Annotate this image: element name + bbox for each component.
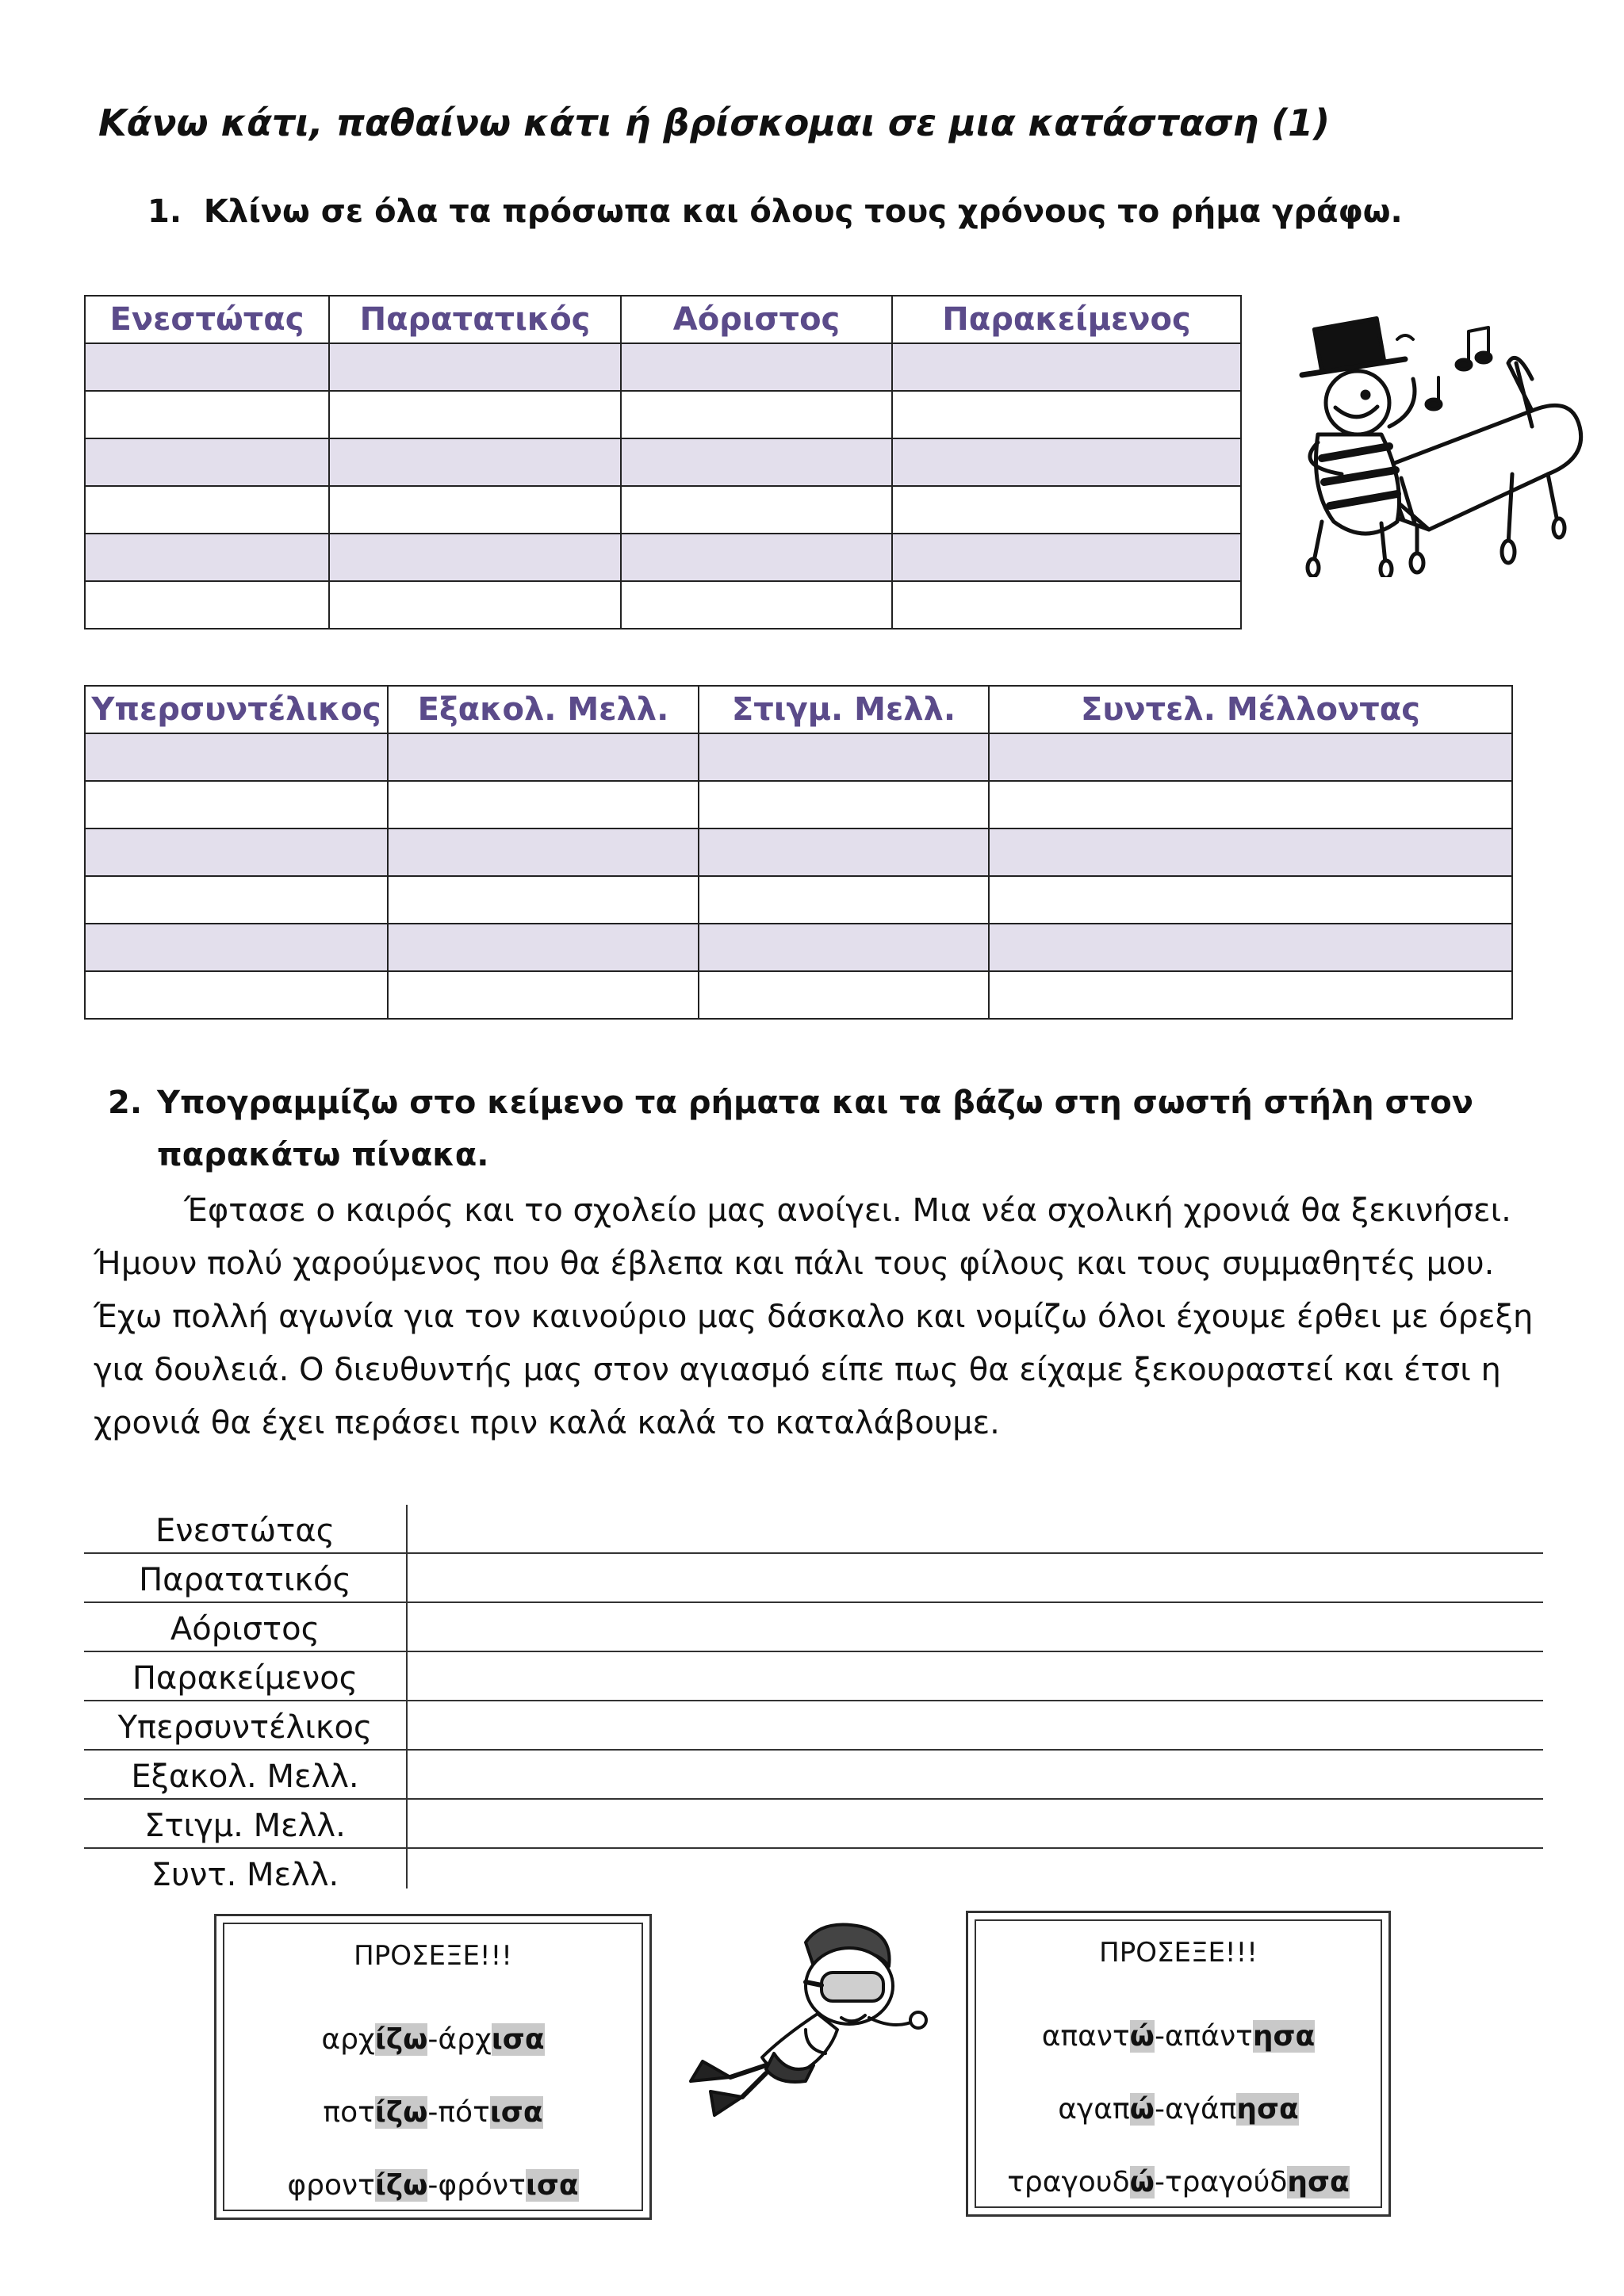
swimmer-clipart-icon xyxy=(687,1919,933,2117)
answer-cell[interactable] xyxy=(85,343,329,391)
answer-cell[interactable] xyxy=(989,924,1512,971)
passage-line: Ήμουν πολύ χαρούμενος που θα έβλεπα και πάλι τους φίλους και τους συμμαθητές μου. xyxy=(94,1246,1495,1282)
answer-cell[interactable] xyxy=(85,828,388,876)
table-row xyxy=(85,876,1512,924)
table-row xyxy=(85,581,1241,629)
table-header-cell: Εξακολ. Μελλ. xyxy=(388,686,699,733)
answer-cell[interactable] xyxy=(989,781,1512,828)
tense-label: Παρακείμενος xyxy=(132,1660,358,1697)
ending-highlight: ώ xyxy=(1129,2020,1155,2053)
pianist-clipart-icon xyxy=(1247,316,1595,577)
answer-cell[interactable] xyxy=(85,876,388,924)
tense-row[interactable] xyxy=(84,1800,1543,1849)
table-row xyxy=(85,438,1241,486)
note-heading: ΠΡΟΣΕΞΕ!!! xyxy=(354,1940,512,1972)
answer-cell[interactable] xyxy=(699,924,989,971)
exercise-2-number: 2. xyxy=(108,1085,143,1121)
answer-cell[interactable] xyxy=(388,924,699,971)
table-header-cell: Υπερσυντέλικος xyxy=(85,686,388,733)
reading-passage xyxy=(94,1184,1545,1450)
stem: απαντ xyxy=(1041,2020,1130,2053)
stem: -απάντ xyxy=(1154,2020,1253,2053)
answer-cell[interactable] xyxy=(989,828,1512,876)
tense-row[interactable] xyxy=(84,1603,1543,1652)
answer-cell[interactable] xyxy=(85,581,329,629)
table-row xyxy=(85,828,1512,876)
exercise-2-prompt xyxy=(108,1077,1535,1181)
exercise-1-text: Κλίνω σε όλα τα πρόσωπα και όλους τους χρόνους το ρήμα γράφω. xyxy=(203,193,1403,230)
table-row xyxy=(85,534,1241,581)
answer-cell[interactable] xyxy=(85,438,329,486)
answer-cell[interactable] xyxy=(621,581,892,629)
note-box-right xyxy=(966,1911,1391,2217)
note-example xyxy=(216,2076,649,2149)
note-example xyxy=(968,2073,1388,2146)
table-row xyxy=(85,971,1512,1019)
answer-cell[interactable] xyxy=(85,924,388,971)
exercise-1-number: 1. xyxy=(147,193,182,230)
passage-line: χρονιά θα έχει περάσει πριν καλά καλά το καταλάβουμε. xyxy=(94,1405,1000,1441)
ending-highlight: ίζω xyxy=(374,2023,428,2056)
table-header-cell: Ενεστώτας xyxy=(85,296,329,343)
ending-highlight: ησα xyxy=(1236,2093,1299,2126)
answer-cell[interactable] xyxy=(621,391,892,438)
tense-label: Υπερσυντέλικος xyxy=(117,1709,373,1746)
ending-highlight: ησα xyxy=(1287,2166,1350,2198)
tense-label: Στιγμ. Μελλ. xyxy=(144,1808,346,1844)
tense-label: Παρατατικός xyxy=(139,1562,351,1598)
note-heading: ΠΡΟΣΕΞΕ!!! xyxy=(1099,1937,1258,1969)
table-row xyxy=(85,924,1512,971)
answer-cell[interactable] xyxy=(892,438,1241,486)
stem: -αγάπ xyxy=(1154,2093,1237,2126)
table-row xyxy=(85,733,1512,781)
answer-cell[interactable] xyxy=(329,343,621,391)
table-header-row xyxy=(85,686,1512,733)
ending-highlight: ησα xyxy=(1252,2020,1316,2053)
tense-row[interactable] xyxy=(84,1652,1543,1701)
answer-cell[interactable] xyxy=(85,534,329,581)
answer-cell[interactable] xyxy=(329,438,621,486)
tense-row[interactable] xyxy=(84,1701,1543,1751)
worksheet-title: Κάνω κάτι, παθαίνω κάτι ή βρίσκομαι σε μια κατάσταση (1) xyxy=(98,101,1331,144)
ending-highlight: ώ xyxy=(1129,2093,1155,2126)
answer-cell[interactable] xyxy=(892,391,1241,438)
answer-cell[interactable] xyxy=(699,781,989,828)
exercise-1-prompt xyxy=(147,193,1403,230)
answer-cell[interactable] xyxy=(85,391,329,438)
answer-cell[interactable] xyxy=(892,486,1241,534)
stem: -πότ xyxy=(427,2096,490,2129)
ending-highlight: ίζω xyxy=(374,2169,428,2202)
note-box-left xyxy=(214,1914,652,2220)
stem: φροντ xyxy=(287,2169,375,2202)
answer-cell[interactable] xyxy=(989,971,1512,1019)
answer-cell[interactable] xyxy=(329,581,621,629)
answer-cell[interactable] xyxy=(699,828,989,876)
note-example xyxy=(968,2000,1388,2073)
answer-cell[interactable] xyxy=(329,534,621,581)
note-example xyxy=(968,2146,1388,2219)
tense-row[interactable] xyxy=(84,1554,1543,1603)
tense-row[interactable] xyxy=(84,1505,1543,1554)
tense-row[interactable] xyxy=(84,1849,1543,1896)
answer-cell[interactable] xyxy=(388,828,699,876)
tense-label: Ενεστώτας xyxy=(155,1513,335,1549)
answer-cell[interactable] xyxy=(699,733,989,781)
stem: τραγουδ xyxy=(1007,2166,1130,2198)
answer-cell[interactable] xyxy=(85,781,388,828)
table-row xyxy=(85,781,1512,828)
passage-line: Έχω πολλή αγωνία για τον καινούριο μας δάσκαλο και νομίζω όλοι έχουμε έρθει με όρεξη xyxy=(94,1299,1534,1335)
tense-row[interactable] xyxy=(84,1751,1543,1800)
conjugation-table-2 xyxy=(84,685,1513,1020)
passage-line: για δουλειά. Ο διευθυντής μας στον αγιασμό είπε πως θα είχαμε ξεκουραστεί και έτσι η xyxy=(94,1352,1501,1388)
answer-cell[interactable] xyxy=(388,733,699,781)
stem: αγαπ xyxy=(1058,2093,1130,2126)
answer-cell[interactable] xyxy=(621,486,892,534)
answer-cell[interactable] xyxy=(388,876,699,924)
ending-highlight: ισα xyxy=(489,2096,543,2129)
conjugation-table-1 xyxy=(84,295,1242,629)
ending-highlight: ώ xyxy=(1129,2166,1155,2198)
stem: αρχ xyxy=(321,2023,375,2056)
table-row xyxy=(85,486,1241,534)
tense-label: Εξακολ. Μελλ. xyxy=(131,1758,359,1795)
answer-cell[interactable] xyxy=(329,486,621,534)
answer-cell[interactable] xyxy=(699,971,989,1019)
exercise-2-text: Υπογραμμίζω στο κείμενο τα ρήματα και τα βάζω στη σωστή στήλη στον παρακάτω πίνακα. xyxy=(157,1085,1473,1173)
table-row xyxy=(85,343,1241,391)
table-row xyxy=(85,391,1241,438)
answer-cell[interactable] xyxy=(621,343,892,391)
ending-highlight: ισα xyxy=(525,2169,579,2202)
stem: ποτ xyxy=(323,2096,375,2129)
table-header-row xyxy=(85,296,1241,343)
answer-cell[interactable] xyxy=(989,876,1512,924)
ending-highlight: ισα xyxy=(491,2023,545,2056)
answer-cell[interactable] xyxy=(892,534,1241,581)
answer-cell[interactable] xyxy=(989,733,1512,781)
answer-cell[interactable] xyxy=(892,343,1241,391)
tense-column-divider xyxy=(406,1505,408,1888)
stem: -άρχ xyxy=(427,2023,492,2056)
answer-cell[interactable] xyxy=(85,971,388,1019)
table-header-cell: Αόριστος xyxy=(621,296,892,343)
table-header-cell: Συντελ. Μέλλοντας xyxy=(989,686,1512,733)
note-example xyxy=(216,2003,649,2076)
tense-label: Αόριστος xyxy=(170,1611,320,1647)
answer-cell[interactable] xyxy=(85,486,329,534)
answer-cell[interactable] xyxy=(699,876,989,924)
tense-answer-list xyxy=(84,1505,1543,1896)
tense-label: Συντ. Μελλ. xyxy=(151,1857,339,1893)
answer-cell[interactable] xyxy=(892,581,1241,629)
answer-cell[interactable] xyxy=(388,781,699,828)
stem: -φρόντ xyxy=(427,2169,526,2202)
ending-highlight: ίζω xyxy=(374,2096,428,2129)
answer-cell[interactable] xyxy=(388,971,699,1019)
table-header-cell: Στιγμ. Μελλ. xyxy=(699,686,989,733)
table-header-cell: Παρατατικός xyxy=(329,296,621,343)
answer-cell[interactable] xyxy=(621,534,892,581)
note-example xyxy=(216,2149,649,2222)
table-header-cell: Παρακείμενος xyxy=(892,296,1241,343)
answer-cell[interactable] xyxy=(85,733,388,781)
answer-cell[interactable] xyxy=(621,438,892,486)
passage-line: Έφτασε ο καιρός και το σχολείο μας ανοίγει. Μια νέα σχολική χρονιά θα ξεκινήσει. xyxy=(184,1192,1511,1229)
stem: -τραγούδ xyxy=(1154,2166,1288,2198)
answer-cell[interactable] xyxy=(329,391,621,438)
